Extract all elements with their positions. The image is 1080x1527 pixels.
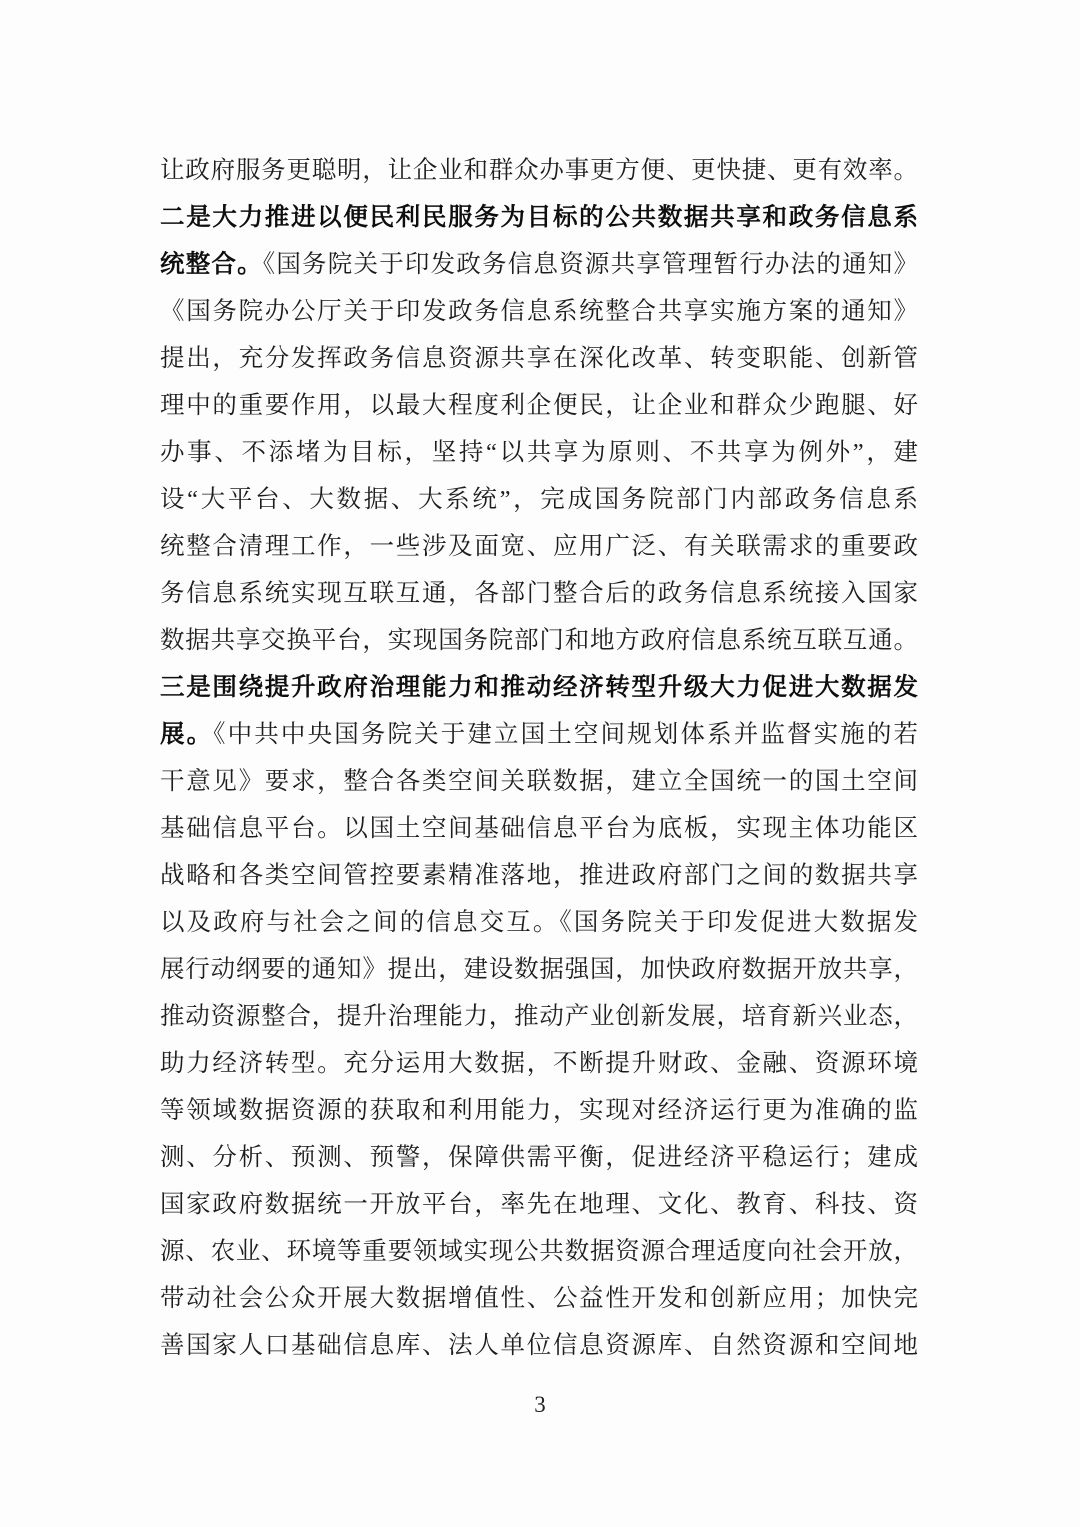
text-segment: 干意见》要求，整合各类空间关联数据，建立全国统一的国土空间	[160, 768, 918, 795]
text-segment: 数据共享交换平台，实现国务院部门和地方政府信息系统互联互通。	[160, 627, 918, 654]
text-line	[160, 993, 918, 1040]
text-line	[160, 852, 918, 899]
text-segment: 务信息系统实现互联互通，各部门整合后的政务信息系统接入国家	[160, 580, 918, 607]
text-line	[160, 335, 918, 382]
bold-text-segment: 统整合。	[160, 251, 263, 278]
text-line	[160, 1228, 918, 1275]
text-segment: 《国务院办公厅关于印发政务信息系统整合共享实施方案的通知》	[160, 298, 918, 325]
text-line	[160, 241, 918, 288]
text-line	[160, 1134, 918, 1181]
text-line	[160, 1322, 918, 1369]
text-line	[160, 899, 918, 946]
text-segment: 源、农业、环境等重要领域实现公共数据资源合理适度向社会开放，	[160, 1238, 918, 1265]
text-line	[160, 429, 918, 476]
text-line	[160, 617, 918, 664]
text-line	[160, 805, 918, 852]
text-line	[160, 194, 918, 241]
text-segment: 展行动纲要的通知》提出，建设数据强国，加快政府数据开放共享，	[160, 956, 918, 983]
bold-text-segment: 展。	[160, 721, 214, 748]
text-line	[160, 1275, 918, 1322]
text-segment: 助力经济转型。充分运用大数据，不断提升财政、金融、资源环境	[160, 1050, 918, 1077]
text-segment: 办事、不添堵为目标，坚持“以共享为原则、不共享为例外”，建	[160, 439, 918, 466]
text-line	[160, 476, 918, 523]
text-line	[160, 1087, 918, 1134]
bold-text-segment: 二是大力推进以便民利民服务为目标的公共数据共享和政务信息系	[160, 204, 918, 231]
text-line	[160, 382, 918, 429]
text-segment: 测、分析、预测、预警，保障供需平衡，促进经济平稳运行；建成	[160, 1144, 918, 1171]
text-segment: 以及政府与社会之间的信息交互。《国务院关于印发促进大数据发	[160, 909, 918, 936]
bold-text-segment: 三是围绕提升政府治理能力和推动经济转型升级大力促进大数据发	[160, 674, 918, 701]
text-line	[160, 758, 918, 805]
text-segment: 让政府服务更聪明，让企业和群众办事更方便、更快捷、更有效率。	[160, 157, 918, 184]
text-line	[160, 1181, 918, 1228]
text-segment: 战略和各类空间管控要素精准落地，推进政府部门之间的数据共享	[160, 862, 918, 889]
page-number: 3	[534, 1392, 546, 1417]
text-segment: 国家政府数据统一开放平台，率先在地理、文化、教育、科技、资	[160, 1191, 918, 1218]
text-segment: 提出，充分发挥政务信息资源共享在深化改革、转变职能、创新管	[160, 345, 918, 372]
text-segment: 带动社会公众开展大数据增值性、公益性开发和创新应用；加快完	[160, 1285, 918, 1312]
text-segment: 等领域数据资源的获取和利用能力，实现对经济运行更为准确的监	[160, 1097, 918, 1124]
text-segment: 基础信息平台。以国土空间基础信息平台为底板，实现主体功能区	[160, 815, 918, 842]
text-segment: 善国家人口基础信息库、法人单位信息资源库、自然资源和空间地	[160, 1332, 918, 1359]
text-line	[160, 946, 918, 993]
text-segment: 统整合清理工作，一些涉及面宽、应用广泛、有关联需求的重要政	[160, 533, 918, 560]
text-line	[160, 570, 918, 617]
body-text	[160, 147, 918, 1369]
text-line	[160, 711, 918, 758]
text-segment: 设“大平台、大数据、大系统”，完成国务院部门内部政务信息系	[160, 486, 918, 513]
text-segment: 推动资源整合，提升治理能力，推动产业创新发展，培育新兴业态，	[160, 1003, 918, 1030]
text-segment: 《中共中央国务院关于建立国土空间规划体系并监督实施的若	[213, 721, 919, 748]
text-line	[160, 288, 918, 335]
text-line	[160, 523, 918, 570]
text-segment: 理中的重要作用，以最大程度利企便民，让企业和群众少跑腿、好	[160, 392, 918, 419]
text-segment: 《国务院关于印发政务信息资源共享管理暂行办法的通知》	[262, 251, 919, 278]
text-line	[160, 1040, 918, 1087]
text-line	[160, 664, 918, 711]
text-line	[160, 147, 918, 194]
